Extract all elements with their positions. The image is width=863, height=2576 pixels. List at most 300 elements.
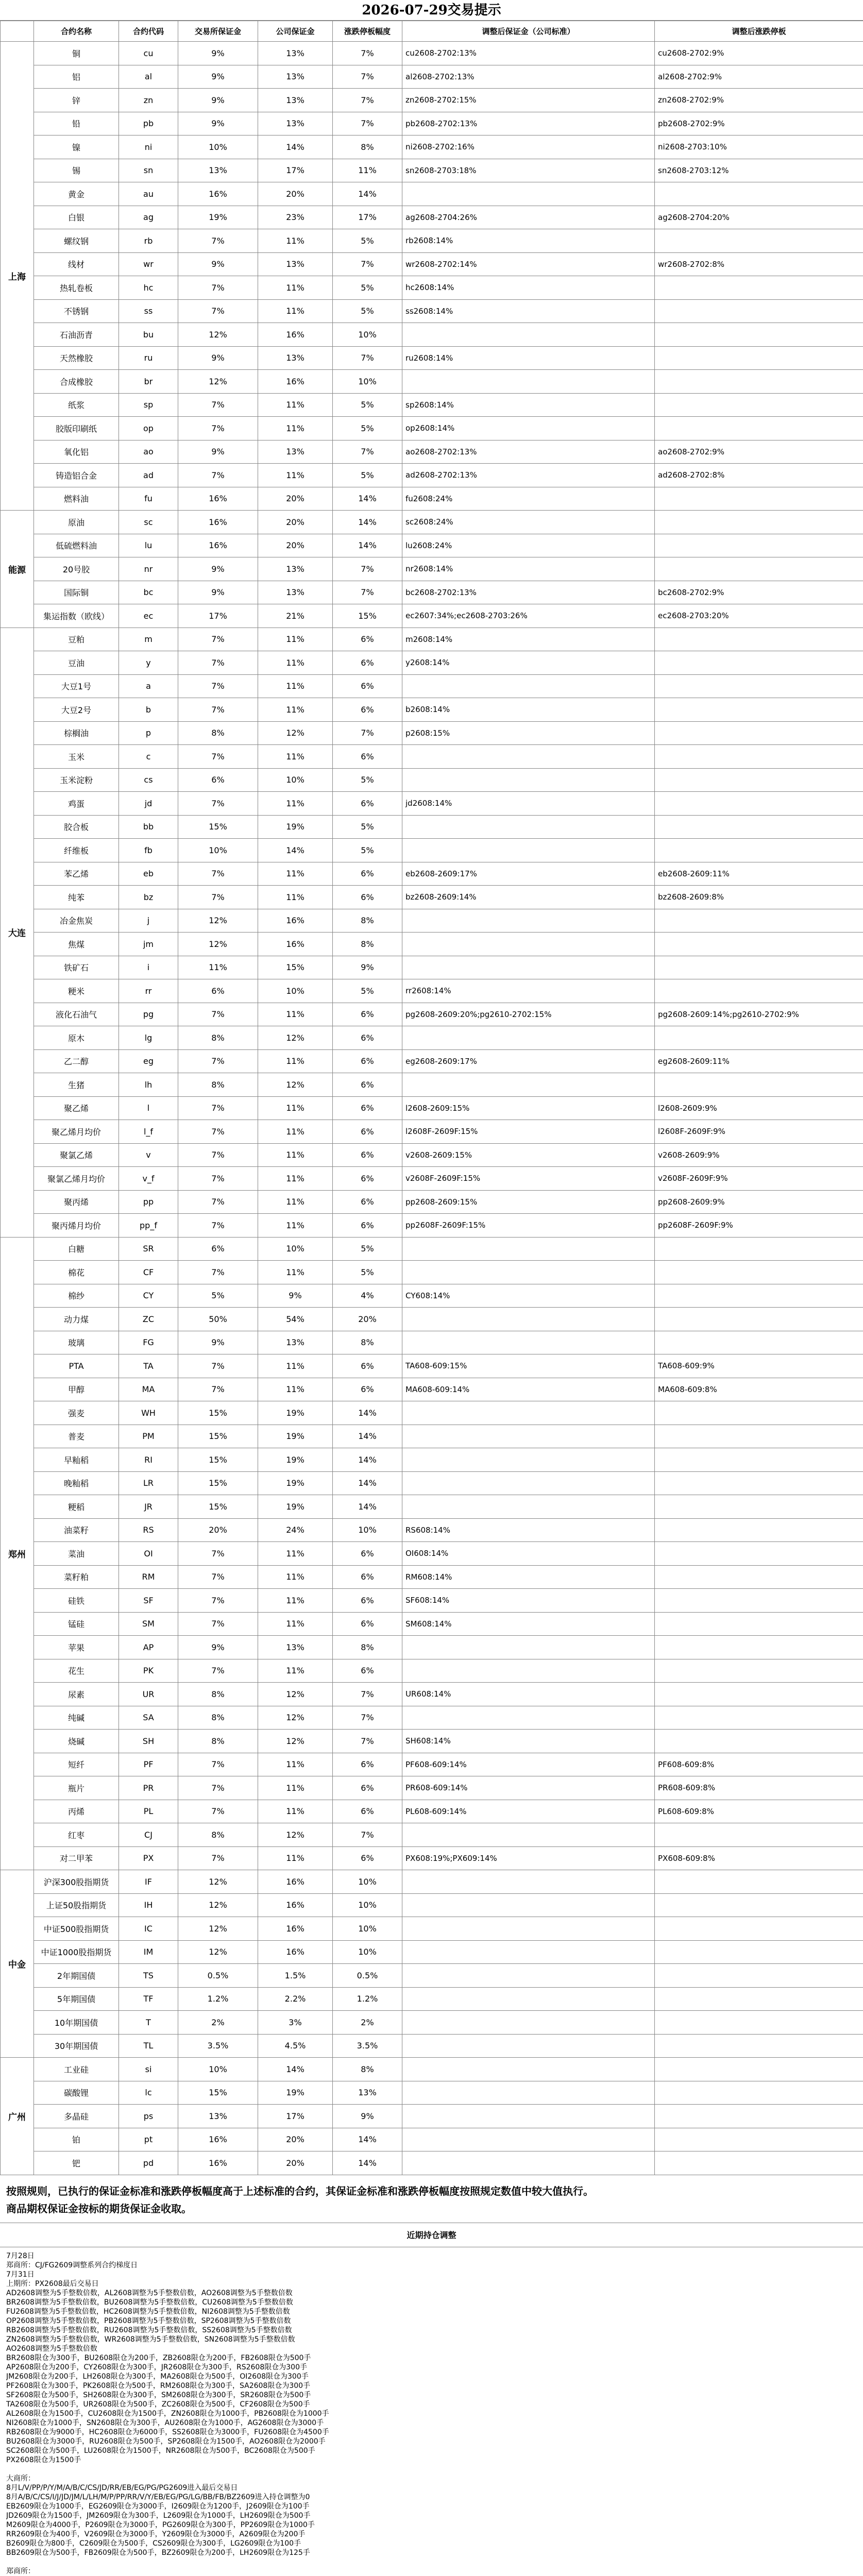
contract-name-cell: 菜籽粕 bbox=[34, 1565, 119, 1589]
contract-name-cell: 烧碱 bbox=[34, 1730, 119, 1753]
exchange-margin-cell: 9% bbox=[178, 65, 258, 89]
contract-name-cell: 玻璃 bbox=[34, 1331, 119, 1354]
adjusted-margin-cell: cu2608-2702:13% bbox=[402, 42, 655, 65]
exchange-margin-cell: 12% bbox=[178, 1940, 258, 1964]
price-limit-cell: 6% bbox=[333, 1612, 402, 1636]
contract-name-cell: 苯乙烯 bbox=[34, 862, 119, 886]
company-margin-cell: 19% bbox=[258, 1425, 333, 1448]
contract-code-cell: l bbox=[119, 1096, 178, 1120]
company-margin-cell: 11% bbox=[258, 1261, 333, 1284]
exchange-name: 广州 bbox=[1, 2058, 34, 2175]
table-row bbox=[1, 1026, 863, 1050]
company-margin-cell: 11% bbox=[258, 1096, 333, 1120]
table-row bbox=[1, 2081, 863, 2105]
recent-line: 上期所：PX2608最后交易日 bbox=[6, 2279, 99, 2288]
exchange-margin-cell: 8% bbox=[178, 1823, 258, 1847]
contract-name-cell: 锌 bbox=[34, 89, 119, 112]
table-row bbox=[1, 2011, 863, 2035]
contract-name-cell: 菜油 bbox=[34, 1542, 119, 1566]
exchange-margin-cell: 7% bbox=[178, 1753, 258, 1776]
contract-name-cell: 碳酸锂 bbox=[34, 2081, 119, 2105]
table-row bbox=[1, 1542, 863, 1566]
adjusted-limit-cell bbox=[655, 1823, 863, 1847]
table-row bbox=[1, 1190, 863, 1214]
exchange-margin-cell: 7% bbox=[178, 393, 258, 417]
price-limit-cell: 6% bbox=[333, 1846, 402, 1870]
contract-name-cell: 镍 bbox=[34, 135, 119, 159]
contract-name-cell: 普麦 bbox=[34, 1425, 119, 1448]
table-row bbox=[1, 651, 863, 675]
contract-code-cell: si bbox=[119, 2058, 178, 2081]
price-limit-cell: 5% bbox=[333, 417, 402, 440]
contract-name-cell: 5年期国债 bbox=[34, 1987, 119, 2011]
adjusted-margin-cell: y2608:14% bbox=[402, 651, 655, 675]
exchange-margin-cell: 50% bbox=[178, 1308, 258, 1331]
contract-code-cell: RS bbox=[119, 1518, 178, 1542]
adjusted-margin-cell bbox=[402, 1917, 655, 1941]
exchange-margin-cell: 10% bbox=[178, 2058, 258, 2081]
price-limit-cell: 6% bbox=[333, 1354, 402, 1378]
contract-code-cell: RM bbox=[119, 1565, 178, 1589]
price-limit-cell: 7% bbox=[333, 112, 402, 135]
table-row bbox=[1, 487, 863, 511]
note-options: 商品期权保证金按标的期货保证金收取。 bbox=[6, 2202, 192, 2215]
contract-code-cell: fu bbox=[119, 487, 178, 511]
contract-code-cell: ad bbox=[119, 464, 178, 487]
adjusted-limit-cell bbox=[655, 346, 863, 370]
adjusted-limit-cell bbox=[655, 1565, 863, 1589]
table-body bbox=[1, 42, 863, 2175]
contract-code-cell: ec bbox=[119, 604, 178, 628]
contract-name-cell: 白银 bbox=[34, 206, 119, 229]
recent-line: RR2609限仓为400手，V2609限仓为3000手，Y2609限仓为3000手，A2609限仓为200手 bbox=[6, 2530, 306, 2538]
adjusted-limit-cell bbox=[655, 2058, 863, 2081]
table-row bbox=[1, 768, 863, 792]
table-row bbox=[1, 1964, 863, 1988]
contract-code-cell: jm bbox=[119, 933, 178, 956]
exchange-margin-cell: 7% bbox=[178, 1378, 258, 1401]
exchange-margin-cell: 6% bbox=[178, 1237, 258, 1261]
table-row bbox=[1, 979, 863, 1003]
adjusted-margin-cell: al2608-2702:13% bbox=[402, 65, 655, 89]
price-limit-cell: 17% bbox=[333, 206, 402, 229]
company-margin-cell: 16% bbox=[258, 370, 333, 394]
company-margin-cell: 13% bbox=[258, 112, 333, 135]
adjusted-margin-cell bbox=[402, 323, 655, 347]
contract-code-cell: jd bbox=[119, 792, 178, 816]
table-row bbox=[1, 2128, 863, 2151]
recent-line: 7月31日 bbox=[6, 2270, 35, 2279]
adjusted-margin-cell: hc2608:14% bbox=[402, 276, 655, 300]
company-margin-cell: 11% bbox=[258, 792, 333, 816]
contract-code-cell: ao bbox=[119, 440, 178, 464]
contract-name-cell: 合成橡胶 bbox=[34, 370, 119, 394]
contract-name-cell: 瓶片 bbox=[34, 1776, 119, 1800]
contract-code-cell: CF bbox=[119, 1261, 178, 1284]
adjusted-margin-cell: pp2608F-2609F:15% bbox=[402, 1214, 655, 1238]
adjusted-margin-cell: PF608-609:14% bbox=[402, 1753, 655, 1776]
exchange-margin-cell: 9% bbox=[178, 1636, 258, 1659]
table-row bbox=[1, 511, 863, 534]
recent-line: SF2608限仓为500手，SH2608限仓为300手，SM2608限仓为300手，SR2608限仓为500手 bbox=[6, 2391, 311, 2399]
table-row bbox=[1, 1237, 863, 1261]
company-margin-cell: 20% bbox=[258, 182, 333, 206]
company-margin-cell: 11% bbox=[258, 229, 333, 253]
price-limit-cell: 10% bbox=[333, 1518, 402, 1542]
exchange-name: 郑州 bbox=[1, 1237, 34, 1870]
price-limit-cell: 7% bbox=[333, 1730, 402, 1753]
company-margin-cell: 11% bbox=[258, 1214, 333, 1238]
contract-name-cell: 棉纱 bbox=[34, 1284, 119, 1308]
price-limit-cell: 10% bbox=[333, 323, 402, 347]
adjusted-limit-cell bbox=[655, 651, 863, 675]
recent-line: JD2609限仓为1500手，JM2609限仓为300手，L2609限仓为1000手，LH2609限仓为500手 bbox=[6, 2511, 311, 2520]
adjusted-limit-cell bbox=[655, 229, 863, 253]
adjusted-limit-cell bbox=[655, 815, 863, 839]
adjusted-limit-cell: al2608-2702:9% bbox=[655, 65, 863, 89]
price-limit-cell: 6% bbox=[333, 1753, 402, 1776]
price-limit-cell: 14% bbox=[333, 1495, 402, 1519]
adjusted-margin-cell: eb2608-2609:17% bbox=[402, 862, 655, 886]
price-limit-cell: 6% bbox=[333, 674, 402, 698]
adjusted-margin-cell: ag2608-2704:26% bbox=[402, 206, 655, 229]
price-limit-cell: 9% bbox=[333, 956, 402, 979]
exchange-margin-cell: 12% bbox=[178, 909, 258, 933]
company-margin-cell: 17% bbox=[258, 2105, 333, 2128]
contract-code-cell: WH bbox=[119, 1401, 178, 1425]
note-rule: 按照规则，已执行的保证金标准和涨跌停板幅度高于上述标准的合约，其保证金标准和涨跌停板幅度按照规定数值中较大值执行。 bbox=[6, 2184, 594, 2197]
adjusted-margin-cell bbox=[402, 1893, 655, 1917]
adjusted-margin-cell: bz2608-2609:14% bbox=[402, 886, 655, 909]
exchange-margin-cell: 7% bbox=[178, 862, 258, 886]
adjusted-limit-cell bbox=[655, 393, 863, 417]
contract-name-cell: 铁矿石 bbox=[34, 956, 119, 979]
price-limit-cell: 14% bbox=[333, 511, 402, 534]
contract-code-cell: ni bbox=[119, 135, 178, 159]
contract-name-cell: 油菜籽 bbox=[34, 1518, 119, 1542]
contract-code-cell: cs bbox=[119, 768, 178, 792]
contract-code-cell: bc bbox=[119, 581, 178, 604]
company-margin-cell: 19% bbox=[258, 2081, 333, 2105]
contract-code-cell: ru bbox=[119, 346, 178, 370]
recent-line: BU2608限仓为3000手，RU2608限仓为500手，SP2608限仓为1500手，AO2608限仓为2000手 bbox=[6, 2437, 326, 2446]
price-limit-cell: 6% bbox=[333, 1096, 402, 1120]
contract-name-cell: 20号胶 bbox=[34, 557, 119, 581]
contract-name-cell: 不锈钢 bbox=[34, 299, 119, 323]
table-row bbox=[1, 89, 863, 112]
adjusted-limit-cell: cu2608-2702:9% bbox=[655, 42, 863, 65]
price-limit-cell: 14% bbox=[333, 1425, 402, 1448]
adjusted-margin-cell: wr2608-2702:14% bbox=[402, 252, 655, 276]
contract-code-cell: MA bbox=[119, 1378, 178, 1401]
exchange-margin-cell: 7% bbox=[178, 674, 258, 698]
exchange-margin-cell: 0.5% bbox=[178, 1964, 258, 1988]
table-row bbox=[1, 628, 863, 651]
contract-code-cell: IH bbox=[119, 1893, 178, 1917]
exchange-margin-cell: 9% bbox=[178, 346, 258, 370]
company-margin-cell: 20% bbox=[258, 2151, 333, 2175]
exchange-margin-cell: 15% bbox=[178, 1448, 258, 1472]
adjusted-limit-cell: bz2608-2609:8% bbox=[655, 886, 863, 909]
adjusted-limit-cell bbox=[655, 1261, 863, 1284]
adjusted-margin-cell: PR608-609:14% bbox=[402, 1776, 655, 1800]
adjusted-margin-cell: eg2608-2609:17% bbox=[402, 1049, 655, 1073]
contract-code-cell: pp bbox=[119, 1190, 178, 1214]
contract-name-cell: 集运指数（欧线） bbox=[34, 604, 119, 628]
price-limit-cell: 5% bbox=[333, 464, 402, 487]
exchange-name: 大连 bbox=[1, 628, 34, 1237]
table-row bbox=[1, 135, 863, 159]
table-row bbox=[1, 745, 863, 769]
table-row bbox=[1, 557, 863, 581]
adjusted-limit-cell bbox=[655, 956, 863, 979]
adjusted-margin-cell bbox=[402, 839, 655, 862]
adjusted-limit-cell bbox=[655, 534, 863, 557]
adjusted-margin-cell: lu2608:24% bbox=[402, 534, 655, 557]
company-margin-cell: 14% bbox=[258, 2058, 333, 2081]
contract-code-cell: rb bbox=[119, 229, 178, 253]
recent-line: 8月L/V/PP/P/Y/M/A/B/C/CS/JD/RR/EB/EG/PG/PG2609进入最后交易日 bbox=[6, 2483, 238, 2492]
exchange-margin-cell: 7% bbox=[178, 1190, 258, 1214]
adjusted-margin-cell bbox=[402, 1073, 655, 1097]
adjusted-limit-cell bbox=[655, 511, 863, 534]
adjusted-limit-cell: l2608-2609:9% bbox=[655, 1096, 863, 1120]
recent-line: JM2608限仓为200手，LH2608限仓为300手，MA2608限仓为500手，OI2608限仓为300手 bbox=[6, 2372, 309, 2381]
company-margin-cell: 2.2% bbox=[258, 1987, 333, 2011]
adjusted-limit-cell bbox=[655, 1659, 863, 1683]
contract-code-cell: T bbox=[119, 2011, 178, 2035]
contract-code-cell: rr bbox=[119, 979, 178, 1003]
price-limit-cell: 6% bbox=[333, 1542, 402, 1566]
recent-line: 郑商所：CJ/FG2609调整系列合约梯度日 bbox=[6, 2261, 138, 2269]
contract-code-cell: CY bbox=[119, 1284, 178, 1308]
company-margin-cell: 12% bbox=[258, 721, 333, 745]
price-limit-cell: 6% bbox=[333, 1659, 402, 1683]
table-row bbox=[1, 1049, 863, 1073]
company-margin-cell: 16% bbox=[258, 909, 333, 933]
company-margin-cell: 11% bbox=[258, 674, 333, 698]
table-row bbox=[1, 1096, 863, 1120]
adjusted-limit-cell bbox=[655, 1589, 863, 1613]
contract-code-cell: CJ bbox=[119, 1823, 178, 1847]
recent-line: ZN2608调整为5手整数倍数，WR2608调整为5手整数倍数，SN2608调整为5手整数倍数 bbox=[6, 2335, 295, 2344]
adjusted-margin-cell: RS608:14% bbox=[402, 1518, 655, 1542]
table-row bbox=[1, 721, 863, 745]
adjusted-limit-cell bbox=[655, 1542, 863, 1566]
price-limit-cell: 8% bbox=[333, 2058, 402, 2081]
company-margin-cell: 16% bbox=[258, 933, 333, 956]
contract-name-cell: 大豆2号 bbox=[34, 698, 119, 722]
adjusted-limit-cell bbox=[655, 1964, 863, 1988]
contract-name-cell: 锰硅 bbox=[34, 1612, 119, 1636]
company-margin-cell: 13% bbox=[258, 42, 333, 65]
table-row bbox=[1, 1636, 863, 1659]
price-limit-cell: 6% bbox=[333, 886, 402, 909]
price-limit-cell: 7% bbox=[333, 65, 402, 89]
adjusted-limit-cell: eb2608-2609:11% bbox=[655, 862, 863, 886]
contract-name-cell: 铜 bbox=[34, 42, 119, 65]
table-row bbox=[1, 1143, 863, 1167]
table-row bbox=[1, 1261, 863, 1284]
adjusted-limit-cell bbox=[655, 1448, 863, 1472]
adjusted-margin-cell bbox=[402, 1636, 655, 1659]
adjusted-limit-cell bbox=[655, 2105, 863, 2128]
price-limit-cell: 7% bbox=[333, 42, 402, 65]
contract-code-cell: wr bbox=[119, 252, 178, 276]
contract-name-cell: 2年期国债 bbox=[34, 1964, 119, 1988]
contract-name-cell: 聚乙烯月均价 bbox=[34, 1120, 119, 1144]
adjusted-limit-cell: ao2608-2702:9% bbox=[655, 440, 863, 464]
price-limit-cell: 6% bbox=[333, 1214, 402, 1238]
company-margin-cell: 13% bbox=[258, 557, 333, 581]
exchange-margin-cell: 7% bbox=[178, 417, 258, 440]
adjusted-limit-cell bbox=[655, 182, 863, 206]
company-margin-cell: 11% bbox=[258, 1846, 333, 1870]
company-margin-cell: 12% bbox=[258, 1706, 333, 1730]
company-margin-cell: 13% bbox=[258, 252, 333, 276]
price-limit-cell: 8% bbox=[333, 909, 402, 933]
table-row bbox=[1, 1683, 863, 1706]
adjusted-margin-cell: zn2608-2702:15% bbox=[402, 89, 655, 112]
company-margin-cell: 23% bbox=[258, 206, 333, 229]
company-margin-cell: 11% bbox=[258, 1049, 333, 1073]
company-margin-cell: 16% bbox=[258, 1893, 333, 1917]
adjusted-limit-cell bbox=[655, 909, 863, 933]
table-row bbox=[1, 534, 863, 557]
recent-line: 7月28日 bbox=[6, 2251, 35, 2260]
recent-line: TA2608限仓为500手，UR2608限仓为500手，ZC2608限仓为500手，CF2608限仓为500手 bbox=[6, 2400, 310, 2409]
adjusted-margin-cell bbox=[402, 1706, 655, 1730]
contract-code-cell: eg bbox=[119, 1049, 178, 1073]
contract-code-cell: pd bbox=[119, 2151, 178, 2175]
exchange-margin-cell: 7% bbox=[178, 464, 258, 487]
table-row bbox=[1, 159, 863, 182]
adjusted-margin-cell: pg2608-2609:20%;pg2610-2702:15% bbox=[402, 1003, 655, 1026]
contract-name-cell: 燃料油 bbox=[34, 487, 119, 511]
company-margin-cell: 16% bbox=[258, 1940, 333, 1964]
contract-name-cell: 强麦 bbox=[34, 1401, 119, 1425]
exchange-margin-cell: 9% bbox=[178, 252, 258, 276]
adjusted-margin-cell: SF608:14% bbox=[402, 1589, 655, 1613]
contract-name-cell: 玉米 bbox=[34, 745, 119, 769]
company-margin-cell: 11% bbox=[258, 464, 333, 487]
price-limit-cell: 5% bbox=[333, 839, 402, 862]
exchange-margin-cell: 9% bbox=[178, 112, 258, 135]
adjusted-limit-cell: sn2608-2703:12% bbox=[655, 159, 863, 182]
recent-line: PX2608限仓为1500手 bbox=[6, 2455, 81, 2464]
price-limit-cell: 6% bbox=[333, 792, 402, 816]
page-title: 2026-07-29交易提示 bbox=[0, 0, 863, 21]
contract-name-cell: 对二甲苯 bbox=[34, 1846, 119, 1870]
contract-code-cell: br bbox=[119, 370, 178, 394]
adjusted-limit-cell: ni2608-2703:10% bbox=[655, 135, 863, 159]
contract-name-cell: 多晶硅 bbox=[34, 2105, 119, 2128]
contract-code-cell: IC bbox=[119, 1917, 178, 1941]
company-margin-cell: 24% bbox=[258, 1518, 333, 1542]
contract-name-cell: 国际铜 bbox=[34, 581, 119, 604]
company-margin-cell: 13% bbox=[258, 440, 333, 464]
adjusted-margin-cell: pp2608-2609:15% bbox=[402, 1190, 655, 1214]
exchange-margin-cell: 15% bbox=[178, 1401, 258, 1425]
contract-code-cell: i bbox=[119, 956, 178, 979]
table-row bbox=[1, 417, 863, 440]
price-limit-cell: 6% bbox=[333, 1776, 402, 1800]
price-limit-cell: 6% bbox=[333, 745, 402, 769]
table-row bbox=[1, 393, 863, 417]
price-limit-cell: 5% bbox=[333, 979, 402, 1003]
price-limit-cell: 5% bbox=[333, 1237, 402, 1261]
table-row bbox=[1, 464, 863, 487]
price-limit-cell: 6% bbox=[333, 1143, 402, 1167]
contract-name-cell: 焦煤 bbox=[34, 933, 119, 956]
adjusted-limit-cell bbox=[655, 721, 863, 745]
company-margin-cell: 11% bbox=[258, 1589, 333, 1613]
exchange-margin-cell: 16% bbox=[178, 2151, 258, 2175]
adjusted-limit-cell: l2608F-2609F:9% bbox=[655, 1120, 863, 1144]
table-row bbox=[1, 182, 863, 206]
contract-name-cell: 棉花 bbox=[34, 1261, 119, 1284]
adjusted-limit-cell bbox=[655, 628, 863, 651]
contract-name-cell: 黄金 bbox=[34, 182, 119, 206]
price-limit-cell: 6% bbox=[333, 651, 402, 675]
price-limit-cell: 6% bbox=[333, 1003, 402, 1026]
adjusted-margin-cell: bc2608-2702:13% bbox=[402, 581, 655, 604]
price-limit-cell: 6% bbox=[333, 1565, 402, 1589]
adjusted-limit-cell bbox=[655, 1237, 863, 1261]
company-margin-cell: 12% bbox=[258, 1823, 333, 1847]
contract-code-cell: FG bbox=[119, 1331, 178, 1354]
adjusted-margin-cell: ru2608:14% bbox=[402, 346, 655, 370]
adjusted-limit-cell bbox=[655, 792, 863, 816]
adjusted-margin-cell bbox=[402, 933, 655, 956]
adjusted-limit-cell bbox=[655, 487, 863, 511]
table-row bbox=[1, 370, 863, 394]
recent-line: NI2608限仓为1000手，SN2608限仓为300手，AU2608限仓为1000手，AG2608限仓为3000手 bbox=[6, 2418, 324, 2427]
contract-name-cell: 中证1000股指期货 bbox=[34, 1940, 119, 1964]
adjusted-limit-cell: bc2608-2702:9% bbox=[655, 581, 863, 604]
adjusted-margin-cell: sp2608:14% bbox=[402, 393, 655, 417]
contract-code-cell: TA bbox=[119, 1354, 178, 1378]
price-limit-cell: 10% bbox=[333, 1917, 402, 1941]
adjusted-limit-cell bbox=[655, 1026, 863, 1050]
header-cell: 调整后涨跌停板 bbox=[655, 21, 863, 42]
contract-code-cell: op bbox=[119, 417, 178, 440]
price-limit-cell: 5% bbox=[333, 276, 402, 300]
company-margin-cell: 15% bbox=[258, 956, 333, 979]
exchange-margin-cell: 7% bbox=[178, 276, 258, 300]
table-row bbox=[1, 1308, 863, 1331]
header-cell: 合约名称 bbox=[34, 21, 119, 42]
price-limit-cell: 11% bbox=[333, 159, 402, 182]
contract-name-cell: 原油 bbox=[34, 511, 119, 534]
contract-name-cell: 花生 bbox=[34, 1659, 119, 1683]
exchange-margin-cell: 7% bbox=[178, 229, 258, 253]
contract-name-cell: 铅 bbox=[34, 112, 119, 135]
adjusted-limit-cell bbox=[655, 1893, 863, 1917]
exchange-margin-cell: 8% bbox=[178, 721, 258, 745]
exchange-margin-cell: 7% bbox=[178, 745, 258, 769]
price-limit-cell: 14% bbox=[333, 182, 402, 206]
contract-code-cell: TF bbox=[119, 1987, 178, 2011]
table-row bbox=[1, 2105, 863, 2128]
adjusted-limit-cell: pp2608-2609:9% bbox=[655, 1190, 863, 1214]
contract-name-cell: 乙二醇 bbox=[34, 1049, 119, 1073]
company-margin-cell: 19% bbox=[258, 1471, 333, 1495]
contract-code-cell: pt bbox=[119, 2128, 178, 2151]
recent-line: B2609限仓为800手，C2609限仓为500手，CS2609限仓为300手，LG2609限仓为100手 bbox=[6, 2539, 301, 2548]
adjusted-margin-cell: OI608:14% bbox=[402, 1542, 655, 1566]
company-margin-cell: 13% bbox=[258, 65, 333, 89]
